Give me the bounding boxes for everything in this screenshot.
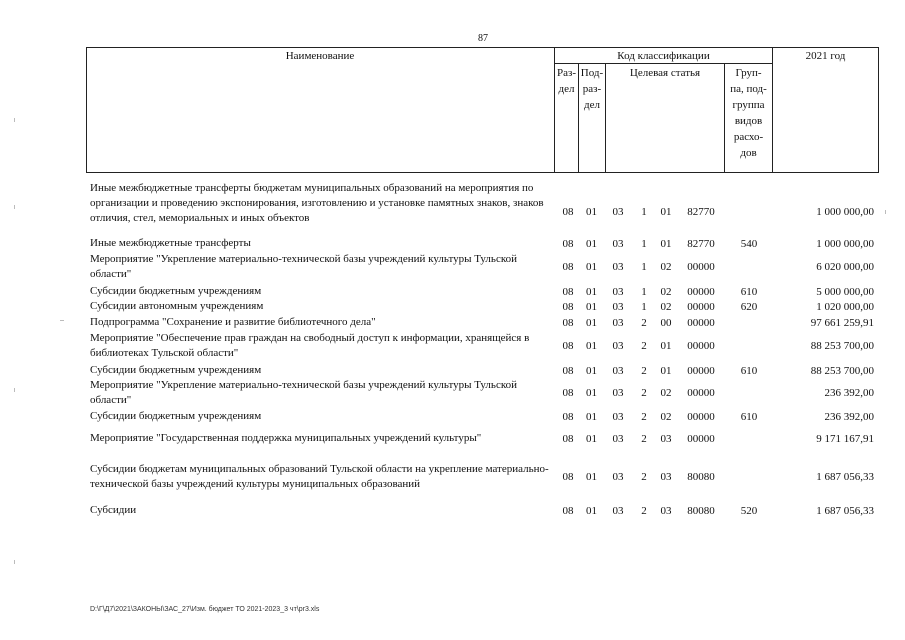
row-amount: 9 171 167,91 — [816, 433, 874, 445]
row-code-c4: 1 — [641, 261, 647, 273]
row-amount: 88 253 700,00 — [810, 340, 874, 352]
row-code-c6: 80080 — [687, 505, 715, 517]
row-code-c4: 1 — [641, 301, 647, 313]
row-code-c7: 540 — [740, 238, 758, 250]
row-code-c5: 02 — [660, 387, 672, 399]
scan-speck — [14, 205, 15, 209]
scan-speck — [14, 560, 15, 564]
row-name: Субсидии бюджетным учреждениям — [90, 364, 262, 376]
row-code-c1: 08 — [562, 365, 574, 377]
row-code-c5: 03 — [660, 471, 672, 483]
row-code-c4: 1 — [641, 206, 647, 218]
table-header — [86, 47, 879, 173]
row-code-c7: 610 — [740, 365, 758, 377]
row-amount: 6 020 000,00 — [816, 261, 874, 273]
header-section: Раз- дел — [556, 67, 576, 95]
row-code-c7: 610 — [740, 411, 758, 423]
row-name: Мероприятие "Укрепление материально-технической базы учреждений культуры Тульской области" — [90, 379, 517, 406]
row-name: Субсидии бюджетам муниципальных образований Тульской области на укрепление материально-технической базы учреждений культуры муниципальных образований — [90, 463, 549, 490]
row-code-c6: 82770 — [687, 206, 715, 218]
row-code-c4: 2 — [641, 411, 647, 423]
row-code-c1: 08 — [562, 411, 574, 423]
row-code-c1: 08 — [562, 317, 574, 329]
row-code-c4: 2 — [641, 365, 647, 377]
row-code-c2: 01 — [586, 365, 597, 377]
row-code-c5: 01 — [660, 340, 672, 352]
row-code-c6: 00000 — [687, 261, 715, 273]
row-code-c2: 01 — [586, 286, 597, 298]
row-name: Мероприятие "Государственная поддержка муниципальных учреждений культуры" — [90, 432, 482, 444]
file-path-footer: D:\Г\Д7\2021\ЗАКОНЫ\ЗАС_27\Изм. бюджет ТО 2021-2023_3 чт\pr3.xls — [90, 606, 320, 613]
row-code-c4: 2 — [641, 340, 647, 352]
row-code-c1: 08 — [562, 261, 574, 273]
row-code-c1: 08 — [562, 505, 574, 517]
row-code-c3: 03 — [612, 238, 624, 250]
row-code-c3: 03 — [612, 505, 624, 517]
row-code-c5: 02 — [660, 286, 672, 298]
row-code-c1: 08 — [562, 471, 574, 483]
row-code-c6: 00000 — [687, 301, 715, 313]
row-name: Субсидии бюджетным учреждениям — [90, 285, 262, 297]
row-code-c3: 03 — [612, 301, 624, 313]
table-row — [0, 181, 905, 227]
row-code-c6: 00000 — [687, 365, 715, 377]
row-code-c6: 00000 — [687, 411, 715, 423]
row-code-c3: 03 — [612, 471, 624, 483]
row-name: Субсидии бюджетным учреждениям — [90, 410, 262, 422]
row-code-c3: 03 — [612, 433, 624, 445]
header-group: Груп- па, под- группа видов расхо- дов — [730, 67, 767, 159]
row-code-c6: 00000 — [687, 433, 715, 445]
row-amount: 236 392,00 — [824, 387, 874, 399]
row-code-c1: 08 — [562, 433, 574, 445]
row-code-c2: 01 — [586, 261, 597, 273]
scan-speck — [885, 210, 886, 214]
row-code-c3: 03 — [612, 206, 624, 218]
row-code-c4: 2 — [641, 317, 647, 329]
row-code-c2: 01 — [586, 206, 597, 218]
row-code-c5: 02 — [660, 261, 672, 273]
row-code-c1: 08 — [562, 238, 574, 250]
row-code-c7: 610 — [740, 286, 758, 298]
row-code-c2: 01 — [586, 433, 597, 445]
table-row — [0, 236, 905, 251]
table-row — [0, 315, 905, 330]
row-name: Подпрограмма "Сохранение и развитие библиотечного дела" — [90, 316, 376, 328]
row-name: Мероприятие "Обеспечение прав граждан на свободный доступ к информации, хранящейся в библиотеках Тульской области" — [90, 332, 530, 359]
row-code-c5: 00 — [660, 317, 672, 329]
row-code-c6: 00000 — [687, 387, 715, 399]
table-row — [0, 363, 905, 378]
table-row — [0, 299, 905, 314]
row-amount: 1 687 056,33 — [816, 471, 874, 483]
row-code-c2: 01 — [586, 387, 597, 399]
row-code-c3: 03 — [612, 261, 624, 273]
row-amount: 1 020 000,00 — [816, 301, 874, 313]
row-code-c3: 03 — [612, 286, 624, 298]
row-code-c2: 01 — [586, 238, 597, 250]
row-code-c4: 2 — [641, 387, 647, 399]
row-code-c5: 02 — [660, 301, 672, 313]
row-code-c5: 01 — [660, 206, 672, 218]
table-row — [0, 252, 905, 282]
row-code-c6: 00000 — [687, 317, 715, 329]
row-code-c2: 01 — [586, 411, 597, 423]
table-row — [0, 284, 905, 299]
row-code-c1: 08 — [562, 387, 574, 399]
row-code-c4: 2 — [641, 505, 647, 517]
row-code-c1: 08 — [562, 206, 574, 218]
row-name: Иные межбюджетные трансферты — [90, 237, 251, 249]
row-name: Иные межбюджетные трансферты бюджетам муниципальных образований на мероприятия по организации и проведению экспонирования, изготовлению и установке памятных знаков, знаков отличия, стел, мемориальных и иных объектов — [90, 182, 544, 224]
header-classification: Код классификации — [617, 50, 710, 62]
table-row — [0, 331, 905, 361]
row-code-c2: 01 — [586, 317, 597, 329]
table-row — [0, 503, 905, 518]
header-year: 2021 год — [805, 50, 846, 62]
header-name: Наименование — [285, 50, 355, 62]
header-target-article: Целевая статья — [629, 67, 701, 79]
row-code-c6: 80080 — [687, 471, 715, 483]
row-code-c5: 03 — [660, 433, 672, 445]
row-code-c1: 08 — [562, 301, 574, 313]
row-code-c1: 08 — [562, 286, 574, 298]
row-code-c2: 01 — [586, 471, 597, 483]
row-code-c3: 03 — [612, 387, 624, 399]
row-code-c5: 02 — [660, 411, 672, 423]
row-code-c5: 03 — [660, 505, 672, 517]
row-code-c3: 03 — [612, 340, 624, 352]
row-amount: 97 661 259,91 — [810, 317, 874, 329]
scan-speck — [60, 320, 64, 321]
table-row — [0, 462, 905, 492]
row-amount: 236 392,00 — [824, 411, 874, 423]
row-code-c4: 2 — [641, 471, 647, 483]
row-code-c4: 2 — [641, 433, 647, 445]
table-row — [0, 378, 905, 408]
row-name: Субсидии — [90, 504, 137, 516]
table-row — [0, 431, 905, 446]
row-code-c5: 01 — [660, 238, 672, 250]
row-code-c1: 08 — [562, 340, 574, 352]
row-code-c3: 03 — [612, 365, 624, 377]
row-code-c6: 82770 — [687, 238, 715, 250]
table-row — [0, 409, 905, 424]
row-amount: 1 000 000,00 — [816, 206, 874, 218]
page-number: 87 — [478, 33, 488, 44]
row-code-c5: 01 — [660, 365, 672, 377]
row-code-c3: 03 — [612, 411, 624, 423]
row-amount: 1 000 000,00 — [816, 238, 874, 250]
row-name: Мероприятие "Укрепление материально-технической базы учреждений культуры Тульской области" — [90, 253, 517, 280]
scan-speck — [14, 388, 15, 392]
row-code-c4: 1 — [641, 238, 647, 250]
row-code-c2: 01 — [586, 505, 597, 517]
row-code-c7: 520 — [740, 505, 758, 517]
row-code-c3: 03 — [612, 317, 624, 329]
row-code-c2: 01 — [586, 301, 597, 313]
row-code-c4: 1 — [641, 286, 647, 298]
row-code-c2: 01 — [586, 340, 597, 352]
row-code-c7: 620 — [740, 301, 758, 313]
row-name: Субсидии автономным учреждениям — [90, 300, 264, 312]
row-code-c6: 00000 — [687, 340, 715, 352]
row-code-c6: 00000 — [687, 286, 715, 298]
row-amount: 5 000 000,00 — [816, 286, 874, 298]
row-amount: 88 253 700,00 — [810, 365, 874, 377]
header-subsection: Под- раз- дел — [580, 67, 604, 111]
scan-speck — [14, 118, 15, 122]
row-amount: 1 687 056,33 — [816, 505, 874, 517]
